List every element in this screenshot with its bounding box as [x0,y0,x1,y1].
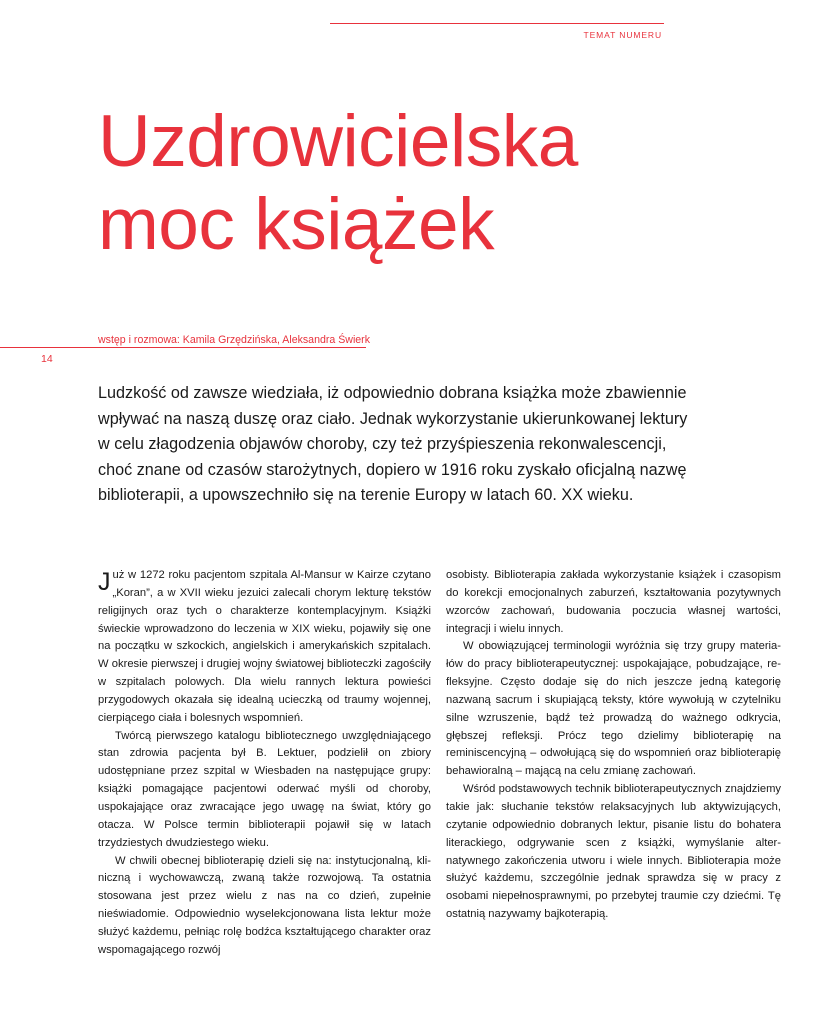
drop-cap: J [98,568,111,596]
section-label: TEMAT NUMERU [583,30,662,40]
paragraph: osobisty. Biblioterapia zakłada wykorzystanie książek i czasopism do korekcji emocjonalnych zaburzeń, kształtowania pozytywnych wzorców zachowań, budowania poczucia własnej wartości, integracji i wielu innych. [446,569,781,635]
body-column-left [98,567,431,960]
paragraph: Wśród podstawowych technik biblioterapeutycznych znajdziemy takie jak: słuchanie tekstów relaksacyjnych lub aktywizujących, czytanie odpowiednio dobranych lektur, pisanie listu do bohatera literackiego, odgrywanie scen z książki, wymyślanie alternatywnego zakończenia utworu i wiele innych. Biblioterapia może służyć każdemu, szczególnie jednak sprawdza się w pracy z osobami niepełnosprawnymi, po przebytej traumie czy dziećmi. Tę ostatnią nazywamy bajkoterapią. [446,783,781,921]
lead-paragraph: Ludzkość od zawsze wiedziała, iż odpowiednio dobrana książka może zbawiennie wpływać na naszą duszę oraz ciało. Jednak wykorzystanie ukierunkowanej lektury w celu złagodzenia objawów choroby, czy też przyśpieszenia rekonwalescencji, choć znane od czasów starożytnych, dopiero w 1916 roku zyskało oficjalną nazwę biblioterapii, a upowszechniło się na terenie Europy w latach 60. XX wieku. [98,384,688,505]
paragraph: W chwili obecnej biblioterapię dzieli się na: instytucjonalną, kliniczną i wychowawczą, zwaną także rozwojową. Ta ostatnia stosowana jest przez wielu z nas na co dzień, zupełnie nieświadomie. Odpowiednio wyselekcjonowana lista lektur może służyć każdemu, pełniąc rolę bodźca kształtującego charakter oraz wspomagającego rozwój [98,854,431,956]
paragraph-text: uż w 1272 roku pacjentom szpitala Al-Mansur w Kairze czytano „Koran”, a w XVII wieku jezuici zalecali chorym lekturę tekstów religijnych oraz tych o charakterze kontemplacyjnym. Książki świeckie wprowadzono do leczenia w XIX wieku, pojawiły się one na początku w szkockich, angielskich i amerykańskich szpitalach. W okresie pierwszej i drugiej wojny światowej biblioteczki zagościły w szpitalach polowych. Dla wielu rannych lektura powieści przygodowych okazała się idealną ucieczką od traumy wojennej, cierpiącego ciała i bolesnych wspomnień. [98,569,431,724]
paragraph [98,567,431,728]
byline: wstęp i rozmowa: Kamila Grzędzińska, Aleksandra Świerk [98,334,371,346]
page-number: 14 [41,353,53,365]
paragraph: Twórcą pierwszego katalogu bibliotecznego uwzględniającego stan zdrowia pacjenta był B. Lektuer, podzielił on zbiory udostępniane przez szpital w Wiesbaden na następujące grupy: książki pomagające pacjentowi oderwać myśli od choroby, uspokajające oraz zwracające jego uwagę na świat, który go otacza. W Polsce termin biblioterapii pojawił się w latach trzydziestych dwudziestego wieku. [98,729,431,849]
title-line-2: moc książek [98,184,495,265]
header-rule [330,23,664,24]
body-column-right [446,567,781,924]
title-line-1: Uzdrowicielska [98,101,578,182]
article-title [98,100,578,266]
byline-rule [0,347,366,348]
paragraph: W obowiązującej terminologii wyróżnia się trzy grupy materiałów do pracy biblioterapeutycznej: uspokajające, pobudzające, refleksyjne. Często dodaje się do nich jeszcze jedną kategorię nazwaną sacrum i skupiającą teksty, które wywołują w czytelniku silne wzruszenie, bądź też prowadzą do ważnego odkrycia, głębszej refleksji. Prócz tego dzielimy biblioterapię na reminiscencyjną – odwołującą się do wspomnień oraz biblioterapię behawioralną – mającą na celu zmianę zachowań. [446,640,781,778]
